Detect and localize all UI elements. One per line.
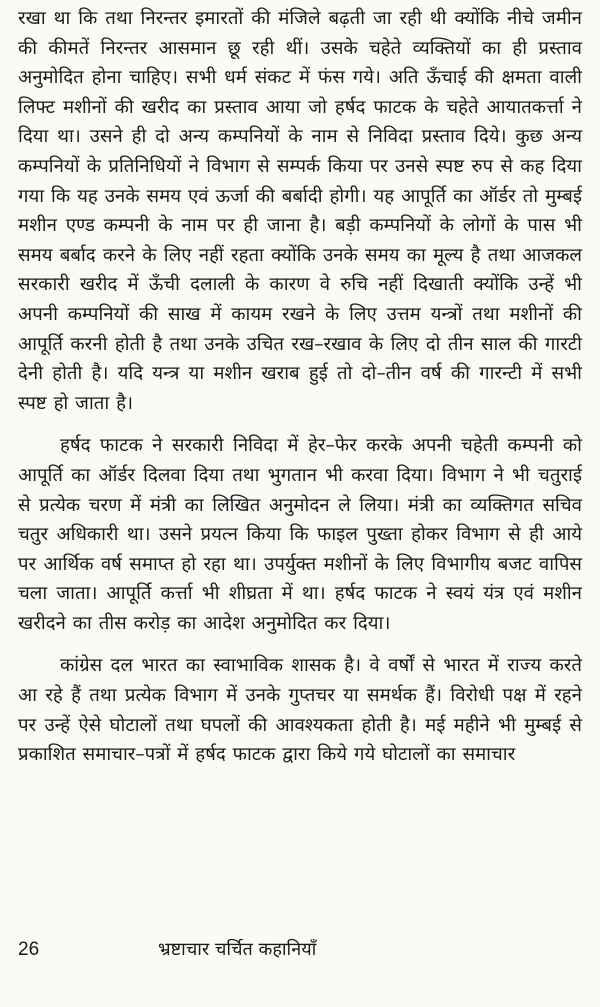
paragraph-2: हर्षद फाटक ने सरकारी निविदा में हेर–फेर करके अपनी चहेती कम्पनी को आपूर्ति का ऑर्डर दिलवा दिया तथा भुगतान भी करवा दिया। विभाग ने भी चतुराई से प्रत्येक चरण में मंत्री का लिखित अनुमोदन ले लिया। मंत्री का व्यक्तिगत सचिव चतुर अधिकारी था। उसने प्रयत्न किया कि फाइल पुख्ता होकर विभाग से ही आये पर आर्थिक वर्ष समाप्त हो रहा था। उपर्युक्त मशीनों के लिए विभागीय बजट वापिस चला जाता। आपूर्ति कर्त्ता भी शीघ्रता में था। हर्षद फाटक ने स्वयं यंत्र एवं मशीन खरीदने का तीस करोड़ का आदेश अनुमोदित कर दिया। <box>18 435 582 634</box>
page-number: 26 <box>18 939 40 960</box>
paragraph-1: रखा था कि तथा निरन्तर इमारतों की मंजिले बढ़ती जा रही थी क्योंकि नीचे जमीन की कीमतें निरन्तर आसमान छू रही थीं। उसके चहेते व्यक्तियों का ही प्रस्ताव अनुमोदित होना चाहिए। सभी धर्म संकट में फंस गये। अति ऊँचाई की क्षमता वाली लिफ्ट मशीनों की खरीद का प्रस्ताव आया जो हर्षद फाटक के चहेते आयातकर्त्ता ने दिया था। उसने ही दो अन्य कम्पनियों के नाम से निविदा प्रस्ताव दिये। कुछ अन्य कम्पनियों के प्रतिनिधियों ने विभाग से सम्पर्क किया पर उनसे स्पष्ट रुप से कह दिया गया कि यह उनके समय एवं ऊर्जा की बर्बादी होगी। यह आपूर्ति का ऑर्डर तो मुम्बई मशीन एण्ड कम्पनी के नाम पर ही जाना है। बड़ी कम्पनियों के लोगों के पास भी समय बर्बाद करने के लिए नहीं रहता क्योंकि उनके समय का मूल्य है तथा आजकल सरकारी खरीद में ऊँची दलाली के कारण वे रुचि नहीं दिखाती क्योंकि उन्हें भी अपनी कम्पनियों की साख में कायम रखने के लिए उत्तम यन्त्रों तथा मशीनों की आपूर्ति करनी होती है तथा उनके उचित रख–रखाव के लिए दो तीन साल की गारटी देनी होती है। यदि यन्त्र या मशीन खराब हुई तो दो–तीन वर्ष की गारन्टी में सभी स्पष्ट हो जाता है। <box>18 8 582 414</box>
running-title: भ्रष्टाचार चर्चित कहानियाँ <box>158 939 317 960</box>
page-footer <box>18 935 582 965</box>
paragraph-3: कांग्रेस दल भारत का स्वाभाविक शासक है। वे वर्षों से भारत में राज्य करते आ रहे हैं तथा प्रत्येक विभाग में उनके गुप्तचर या समर्थक हैं। विरोधी पक्ष में रहने पर उन्हें ऐसे घोटालों तथा घपलों की आवश्यकता होती है। मई महीने भी मुम्बई से प्रकाशित समाचार–पत्रों में हर्षद फाटक द्वारा किये गये घोटालों का समाचार <box>18 655 582 766</box>
